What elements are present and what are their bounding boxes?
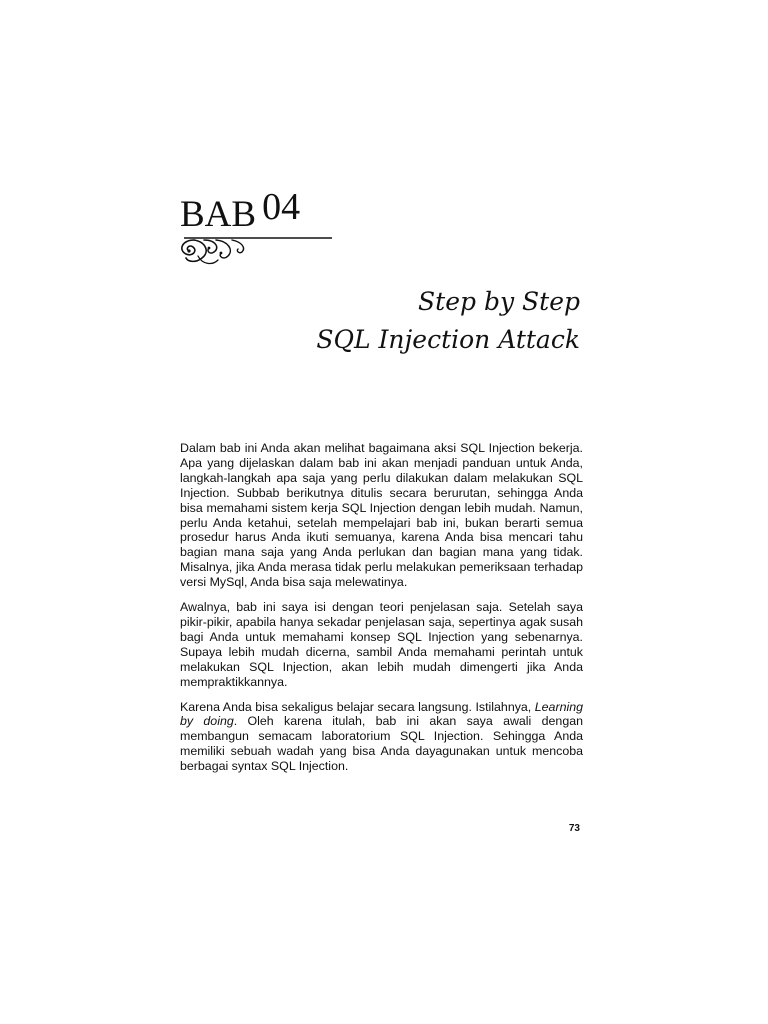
paragraph-3-end: . Oleh karena itulah, bab ini akan saya awali dengan membangun semacam laboratorium SQL Injection. Sehingga Anda memiliki sebuah wadah yang bisa Anda dayagunakan untuk mencoba berbagai syntax SQL Injection. [180, 714, 583, 774]
chapter-label: BAB [180, 194, 257, 235]
chapter-number: 04 [262, 186, 301, 228]
flourish-ornament-icon [176, 226, 336, 270]
chapter-title-line-1: Step by Step [418, 287, 580, 316]
chapter-title [316, 283, 580, 359]
chapter-title-line-2: SQL Injection Attack [316, 325, 580, 354]
paragraph-3 [180, 700, 583, 775]
paragraph-3-start: Karena Anda bisa sekaligus belajar secara langsung. Istilahnya, [180, 699, 535, 714]
chapter-intro-text [180, 441, 583, 784]
page-number: 73 [568, 823, 580, 834]
paragraph-3-emphasis: Learning by doing [180, 699, 583, 729]
paragraph-2: Awalnya, bab ini saya isi dengan teori penjelasan saja. Setelah saya pikir-pikir, apabila hanya sekadar penjelasan saja, sepertinya agak susah bagi Anda untuk memahami konsep SQL Injection yang sebenarnya. Supaya lebih mudah dicerna, sambil Anda memahami perintah untuk melakukan SQL Injection, akan lebih mudah dimengerti jika Anda mempraktikkannya. [180, 600, 583, 689]
paragraph-1: Dalam bab ini Anda akan melihat bagaimana aksi SQL Injection bekerja. Apa yang dijelaskan dalam bab ini akan menjadi panduan untuk Anda, langkah-langkah apa saja yang perlu dilakukan dalam melakukan SQL Injection. Subbab berikutnya ditulis secara berurutan, sehingga Anda bisa memahami sistem kerja SQL Injection dengan lebih mudah. Namun, perlu Anda ketahui, setelah mempelajari bab ini, bukan berarti semua prosedur harus Anda ikuti semuanya, karena Anda bisa mencari tahu bagian mana saja yang Anda perlukan dan bagian mana yang tidak. Misalnya, jika Anda merasa tidak perlu melakukan pemeriksaan terhadap versi MySql, Anda bisa saja melewatinya. [180, 441, 583, 590]
